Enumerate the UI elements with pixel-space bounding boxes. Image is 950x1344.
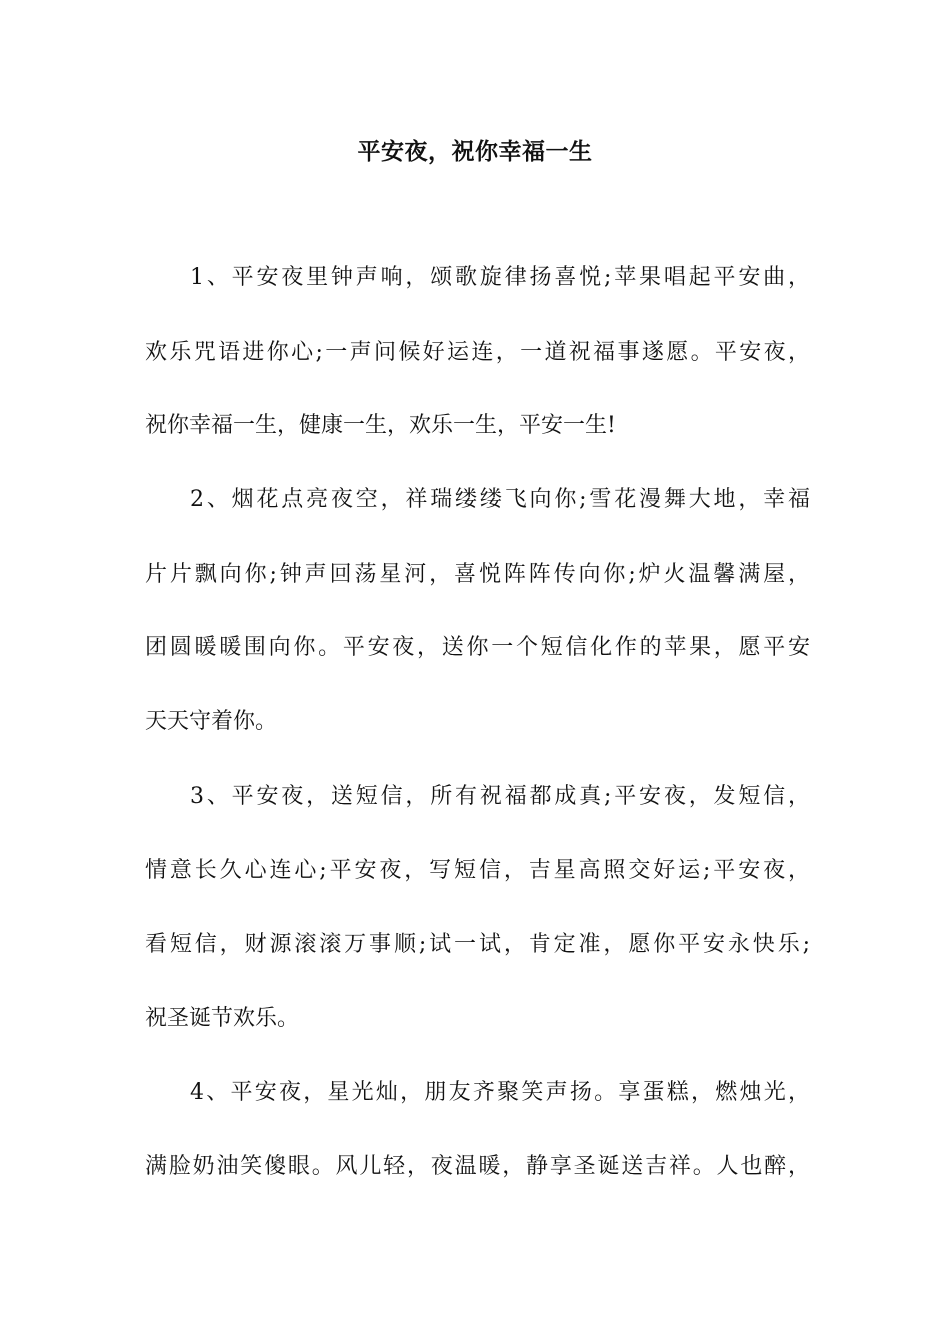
paragraph-3-line-3: 看短信，财源滚滚万事顺;试一试，肯定准，愿你平安永快乐; bbox=[145, 932, 810, 957]
paragraph-1-line-3: 祝你幸福一生，健康一生，欢乐一生，平安一生! bbox=[145, 413, 616, 438]
paragraph-2-line-3: 团圆暖暖围向你。平安夜，送你一个短信化作的苹果，愿平安 bbox=[145, 635, 810, 660]
paragraph-2-line-1: 2、烟花点亮夜空，祥瑞缕缕飞向你;雪花漫舞大地，幸福 bbox=[190, 487, 810, 512]
document-title: 平安夜，祝你幸福一生 bbox=[357, 139, 593, 165]
paragraph-2-line-4: 天天守着你。 bbox=[145, 709, 278, 734]
paragraph-3-line-4: 祝圣诞节欢乐。 bbox=[145, 1006, 300, 1031]
paragraph-3-line-2: 情意长久心连心;平安夜，写短信，吉星高照交好运;平安夜， bbox=[145, 858, 810, 883]
paragraph-4-line-1: 4、平安夜，星光灿，朋友齐聚笑声扬。享蛋糕，燃烛光， bbox=[190, 1080, 810, 1105]
paragraph-3-line-1: 3、平安夜，送短信，所有祝福都成真;平安夜，发短信， bbox=[190, 784, 810, 809]
paragraph-2-line-2: 片片飘向你;钟声回荡星河，喜悦阵阵传向你;炉火温馨满屋， bbox=[145, 562, 810, 587]
paragraph-1-line-1: 1、平安夜里钟声响，颂歌旋律扬喜悦;苹果唱起平安曲， bbox=[190, 265, 810, 290]
paragraph-1-line-2: 欢乐咒语进你心;一声问候好运连，一道祝福事遂愿。平安夜， bbox=[145, 340, 810, 365]
paragraph-4-line-2: 满脸奶油笑傻眼。风儿轻，夜温暖，静享圣诞送吉祥。人也醉， bbox=[145, 1154, 810, 1179]
